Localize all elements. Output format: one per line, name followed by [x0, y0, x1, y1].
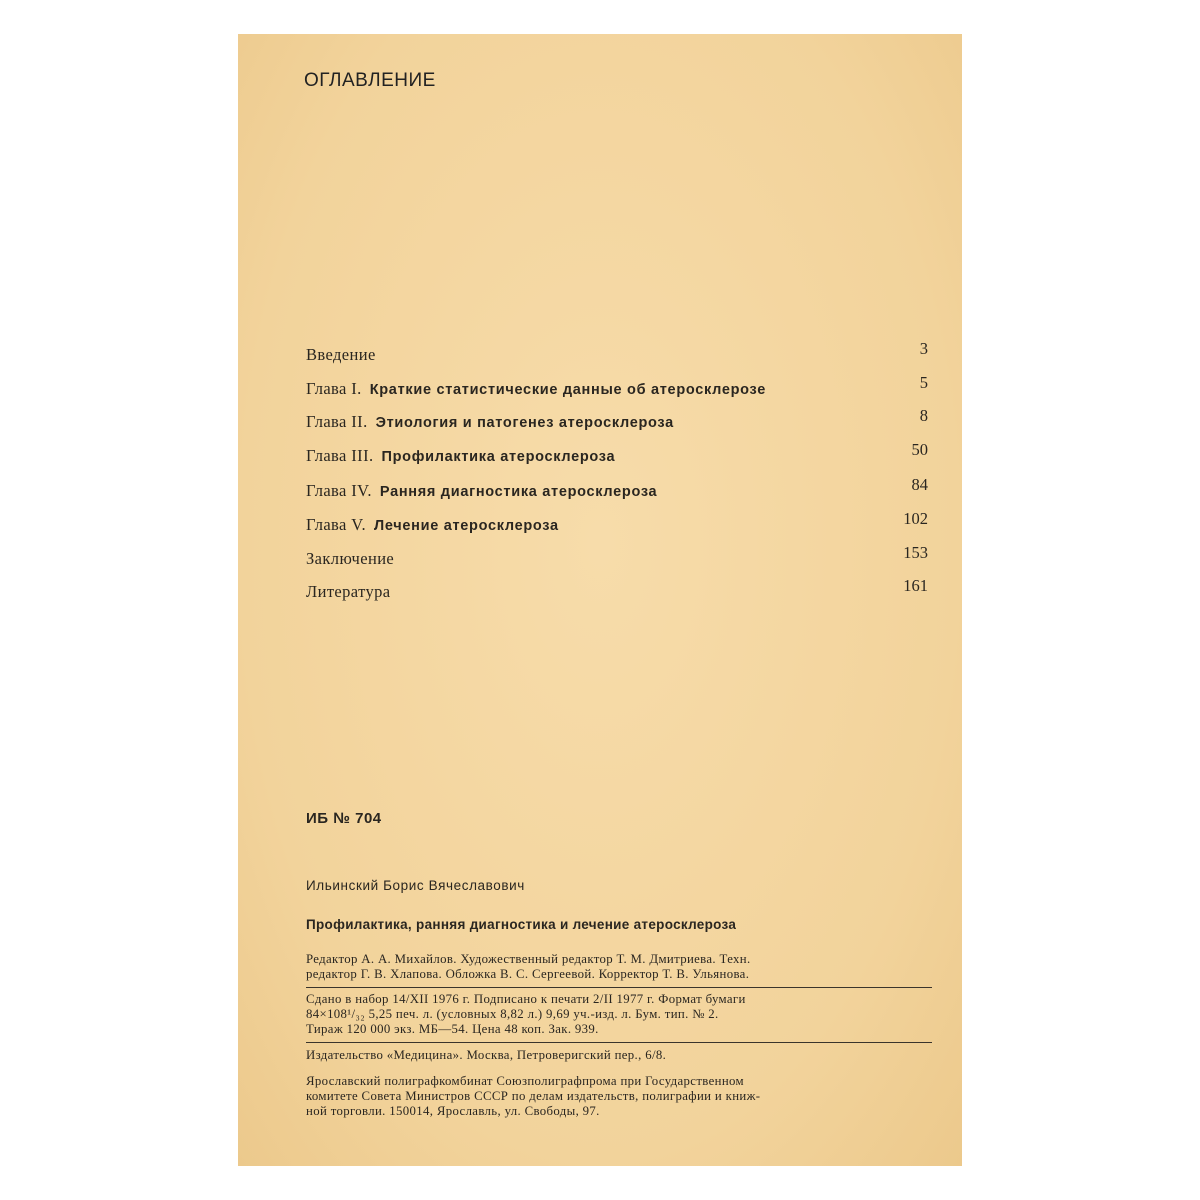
- divider: [306, 987, 932, 988]
- toc-entry-page: 161: [903, 576, 928, 595]
- toc-chapter-number: Глава II.: [306, 412, 368, 431]
- toc-chapter-number: Глава I.: [306, 379, 362, 398]
- toc-chapter-title: Лечение атеросклероза: [374, 518, 559, 534]
- book-page: [238, 34, 962, 1166]
- printer-line: комитете Совета Министров СССР по делам издательств, полиграфии и книж-: [306, 1089, 761, 1103]
- toc-entry-label: Заключение: [306, 549, 395, 568]
- publisher-line: [306, 1048, 932, 1063]
- printer-line: ной торговли. 150014, Ярославль, ул. Свободы, 97.: [306, 1104, 600, 1118]
- toc-entry-label: Введение: [306, 345, 376, 364]
- printing-line: Сдано в набор 14/XII 1976 г. Подписано к печати 2/II 1977 г. Формат бумаги: [306, 992, 746, 1006]
- toc-entry-page: 8: [919, 406, 928, 425]
- toc-entry-page: 5: [919, 373, 928, 392]
- printing-line: 84×108¹/₃₂ 5,25 печ. л. (условных 8,82 л.) 9,69 уч.-изд. л. Бум. тип. № 2.: [306, 1007, 719, 1021]
- printing-line: Тираж 120 000 экз. МБ—54. Цена 48 коп. Зак. 939.: [306, 1022, 599, 1036]
- toc-entry-conclusion: [306, 543, 928, 572]
- author-name: Ильинский Борис Вячеславович: [306, 878, 525, 893]
- printer-line: Ярославский полиграфкомбинат Союзполиграфпрома при Государственном: [306, 1074, 744, 1088]
- toc-entry-page: 50: [911, 440, 928, 459]
- toc-entry-page: 153: [903, 543, 928, 562]
- toc-entry-label: Литература: [306, 582, 391, 601]
- toc-chapter-number: Глава V.: [306, 515, 366, 534]
- toc-entry-chapter-5: [306, 509, 928, 538]
- toc-entry-chapter-2: [306, 406, 928, 435]
- book-title: Профилактика, ранняя диагностика и лечение атеросклероза: [306, 917, 737, 932]
- toc-chapter-title: Краткие статистические данные об атеросклерозе: [369, 382, 767, 398]
- toc-entry-introduction: [306, 339, 928, 368]
- divider: [306, 1042, 932, 1043]
- toc-entry-page: 84: [911, 475, 928, 494]
- toc-chapter-number: Глава III.: [306, 446, 374, 465]
- toc-entry-chapter-3: [306, 440, 928, 469]
- toc-entry-chapter-1: [306, 373, 928, 402]
- toc-entry-page: 102: [903, 509, 928, 528]
- printing-details: [306, 992, 932, 1037]
- credits-line: Редактор А. А. Михайлов. Художественный редактор Т. М. Дмитриева. Техн.: [306, 952, 751, 966]
- toc-entry-page: 3: [919, 339, 928, 358]
- toc-heading: ОГЛАВЛЕНИЕ: [304, 70, 436, 91]
- toc-chapter-title: Ранняя диагностика атеросклероза: [379, 484, 658, 500]
- credits-line: редактор Г. В. Хлапова. Обложка В. С. Сергеевой. Корректор Т. В. Ульянова.: [306, 967, 750, 981]
- publisher-text: Издательство «Медицина». Москва, Петроверигский пер., 6/8.: [306, 1048, 667, 1062]
- ib-number: ИБ № 704: [306, 810, 382, 827]
- toc-entry-chapter-4: [306, 475, 928, 504]
- toc-chapter-title: Этиология и патогенез атеросклероза: [375, 415, 674, 431]
- printer-block: [306, 1074, 932, 1119]
- toc-entry-bibliography: [306, 576, 928, 605]
- toc-chapter-number: Глава IV.: [306, 481, 372, 500]
- toc-chapter-title: Профилактика атеросклероза: [381, 449, 616, 465]
- credits-block: [306, 952, 932, 982]
